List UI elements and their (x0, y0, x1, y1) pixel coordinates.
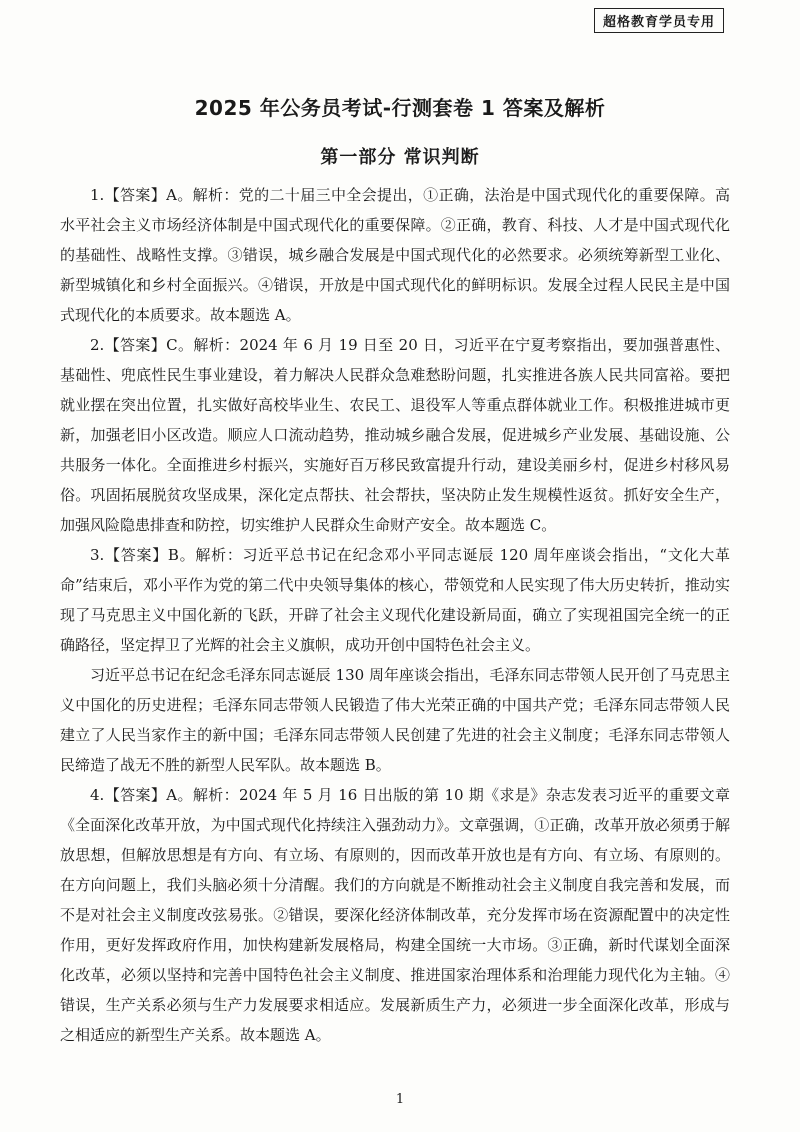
section-title: 第一部分 常识判断 (320, 147, 480, 168)
answer-paragraph: 习近平总书记在纪念毛泽东同志诞辰 130 周年座谈会指出，毛泽东同志带领人民开创了马克思主义中国化的历史进程；毛泽东同志带领人民锻造了伟大光荣正确的中国共产党；毛泽东同志带领人民建立了人民当家作主的新中国；毛泽东同志带领人民创建了先进的社会主义制度；毛泽东同志带领人民缔造了战无不胜的新型人民军队。故本题选 B。 (60, 666, 730, 774)
page-number: 1 (395, 1092, 405, 1107)
document-title: 2025 年公务员考试-行测套卷 1 答案及解析 (194, 96, 606, 120)
answer-paragraph: 2.【答案】C。解析：2024 年 6 月 19 日至 20 日，习近平在宁夏考察指出，要加强普惠性、基础性、兜底性民生事业建设，着力解决人民群众急难愁盼问题，扎实推进各族人民共同富裕。要把就业摆在突出位置，扎实做好高校毕业生、农民工、退役军人等重点群体就业工作。积极推进城市更新，加强老旧小区改造。顺应人口流动趋势，推动城乡融合发展，促进城乡产业发展、基础设施、公共服务一体化。全面推进乡村振兴，实施好百万移民致富提升行动，建设美丽乡村，促进乡村移风易俗。巩固拓展脱贫攻坚成果，深化定点帮扶、社会帮扶，坚决防止发生规模性返贫。抓好安全生产，加强风险隐患排查和防控，切实维护人民群众生命财产安全。故本题选 C。 (60, 336, 730, 534)
answer-content (60, 180, 730, 1050)
answer-paragraph: 3.【答案】B。解析：习近平总书记在纪念邓小平同志诞辰 120 周年座谈会指出，“文化大革命”结束后，邓小平作为党的第二代中央领导集体的核心，带领党和人民实现了伟大历史转折，推动实现了马克思主义中国化新的飞跃，开辟了社会主义现代化建设新局面，确立了实现祖国完全统一的正确路径，坚定捍卫了光辉的社会主义旗帜，成功开创中国特色社会主义。 (60, 546, 730, 654)
usage-stamp: 超格教育学员专用 (594, 8, 724, 33)
answer-paragraph: 4.【答案】A。解析：2024 年 5 月 16 日出版的第 10 期《求是》杂志发表习近平的重要文章《全面深化改革开放，为中国式现代化持续注入强劲动力》。文章强调，①正确，改革开放必须勇于解放思想，但解放思想是有方向、有立场、有原则的，因而改革开放也是有方向、有立场、有原则的。在方向问题上，我们头脑必须十分清醒。我们的方向就是不断推动社会主义制度自我完善和发展，而不是对社会主义制度改弦易张。②错误，要深化经济体制改革，充分发挥市场在资源配置中的决定性作用，更好发挥政府作用，加快构建新发展格局，构建全国统一大市场。③正确，新时代谋划全面深化改革，必须以坚持和完善中国特色社会主义制度、推进国家治理体系和治理能力现代化为主轴。④错误，生产关系必须与生产力发展要求相适应。发展新质生产力，必须进一步全面深化改革，形成与之相适应的新型生产关系。故本题选 A。 (60, 786, 730, 1044)
answer-paragraph: 1.【答案】A。解析：党的二十届三中全会提出，①正确，法治是中国式现代化的重要保障。高水平社会主义市场经济体制是中国式现代化的重要保障。②正确，教育、科技、人才是中国式现代化的基础性、战略性支撑。③错误，城乡融合发展是中国式现代化的必然要求。必须统筹新型工业化、新型城镇化和乡村全面振兴。④错误，开放是中国式现代化的鲜明标识。发展全过程人民民主是中国式现代化的本质要求。故本题选 A。 (60, 186, 730, 324)
